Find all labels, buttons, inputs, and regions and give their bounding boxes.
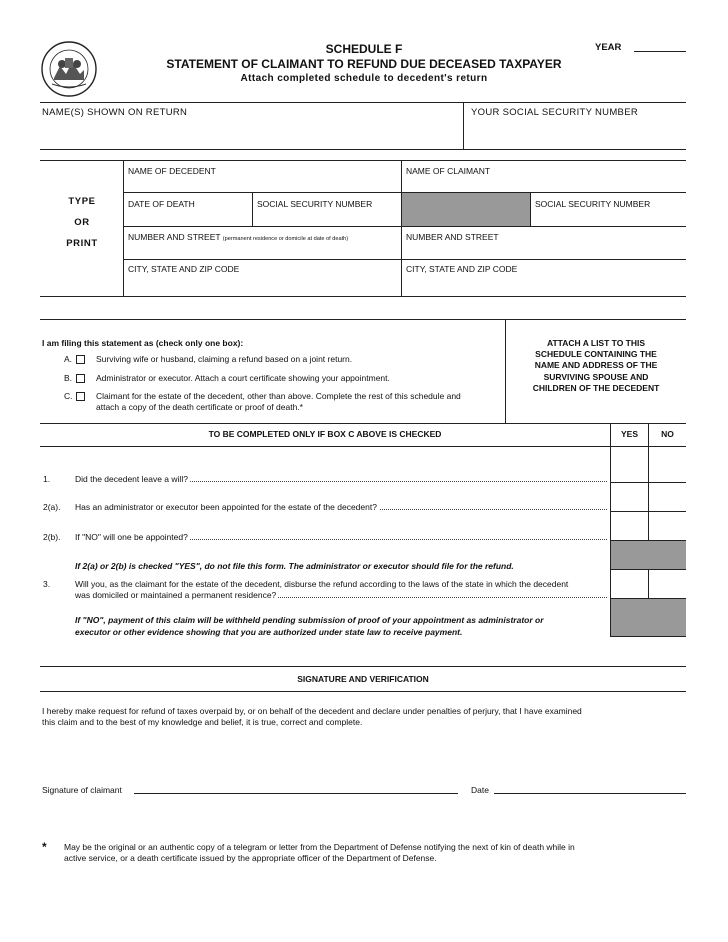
attach-note xyxy=(506,338,686,394)
note-2a-2b: If 2(a) or 2(b) is checked "YES", do not file this form. The administrator or executor should file for the refund. xyxy=(75,561,514,571)
decedent-name-field[interactable] xyxy=(124,177,400,191)
date-of-death-field[interactable] xyxy=(124,210,251,225)
signature-label: Signature of claimant xyxy=(42,785,122,795)
claimant-ssn-field[interactable] xyxy=(531,210,686,225)
q3-text-1: Will you, as the claimant for the estate of the decedent, disburse the refund according to the laws of the state in which the decedent xyxy=(75,579,569,589)
q2a-number: 2(a). xyxy=(43,502,61,512)
q2a-no-box[interactable] xyxy=(649,483,686,511)
shaded-cell xyxy=(402,193,530,226)
rule xyxy=(40,666,686,667)
no-header: NO xyxy=(661,429,674,439)
q2b-no-box[interactable] xyxy=(649,512,686,540)
footnote-text-2: active service, or a death certificate issued by the appropriate officer of the Department of Defense. xyxy=(64,853,437,863)
names-label: NAME(S) SHOWN ON RETURN xyxy=(42,107,188,118)
footnote-text-1: May be the original or an authentic copy of a telegram or letter from the Department of Defense notifying the next of kin of death while in xyxy=(64,842,575,852)
decedent-street-label xyxy=(128,232,348,242)
q1-text: Did the decedent leave a will? xyxy=(75,474,188,484)
rule xyxy=(40,296,686,297)
option-c-text-2: attach a copy of the death certificate or proof of death.* xyxy=(96,402,303,412)
q1-no-box[interactable] xyxy=(649,447,686,482)
q3-no-box[interactable] xyxy=(649,570,686,598)
q3-yes-box[interactable] xyxy=(611,570,648,598)
claimant-ssn-label: SOCIAL SECURITY NUMBER xyxy=(535,199,651,209)
rule xyxy=(40,446,686,447)
note-3-line1: If "NO", payment of this claim will be withheld pending submission of proof of your appointment as administrator or xyxy=(75,615,544,625)
rule xyxy=(40,149,686,150)
rule xyxy=(610,636,686,637)
shaded-cell xyxy=(611,599,686,636)
form-title: STATEMENT OF CLAIMANT TO REFUND DUE DECEASED TAXPAYER xyxy=(166,57,562,71)
option-c-checkbox[interactable] xyxy=(76,392,85,401)
rule xyxy=(40,160,686,161)
signature-heading: SIGNATURE AND VERIFICATION xyxy=(297,674,429,684)
schedule-label: SCHEDULE F xyxy=(325,42,403,56)
rule xyxy=(123,259,686,260)
form-subtitle: Attach completed schedule to decedent's return xyxy=(240,73,488,84)
option-b-checkbox[interactable] xyxy=(76,374,85,383)
year-field[interactable] xyxy=(634,51,686,52)
attach-note-line: NAME AND ADDRESS OF THE xyxy=(534,360,658,371)
rule xyxy=(40,691,686,692)
verification-text-2: this claim and to the best of my knowledge and belief, it is true, correct and complete. xyxy=(42,717,363,727)
print-label: PRINT xyxy=(66,238,98,249)
date-label: Date xyxy=(471,785,489,795)
attach-note-line: CHILDREN OF THE DECEDENT xyxy=(532,382,660,393)
option-a-text: Surviving wife or husband, claiming a refund based on a joint return. xyxy=(96,354,353,364)
rule xyxy=(40,423,686,424)
claimant-city-field[interactable] xyxy=(402,275,686,295)
names-field[interactable] xyxy=(40,120,463,148)
attach-note-line: ATTACH A LIST TO THIS xyxy=(546,338,646,348)
attach-note-line: SURVIVING SPOUSE AND xyxy=(543,371,649,382)
q2b-text: If "NO" will one be appointed? xyxy=(75,532,188,542)
claimant-name-label: NAME OF CLAIMANT xyxy=(406,166,491,176)
date-of-death-label: DATE OF DEATH xyxy=(128,199,195,209)
option-b-letter: B. xyxy=(64,373,73,383)
q2a-text: Has an administrator or executor been appointed for the estate of the decedent? xyxy=(75,502,377,512)
option-b-text: Administrator or executor. Attach a court certificate showing your appointment. xyxy=(96,373,390,383)
decedent-ssn-label: SOCIAL SECURITY NUMBER xyxy=(257,199,373,209)
q2b-yes-box[interactable] xyxy=(611,512,648,540)
shaded-cell xyxy=(611,541,686,569)
decedent-ssn-field[interactable] xyxy=(253,210,400,225)
yes-header: YES xyxy=(620,429,638,439)
claimant-street-label: NUMBER AND STREET xyxy=(406,232,499,242)
q3-number: 3. xyxy=(43,579,51,589)
claimant-street-field[interactable] xyxy=(402,243,686,258)
rule xyxy=(123,226,686,227)
decedent-street-text: NUMBER AND STREET xyxy=(128,232,221,242)
claimant-city-label: CITY, STATE AND ZIP CODE xyxy=(406,264,518,274)
decedent-street-note: (permanent residence or domicile at date of death) xyxy=(222,236,349,242)
q1-yes-box[interactable] xyxy=(611,447,648,482)
or-label: OR xyxy=(74,217,90,228)
date-field[interactable] xyxy=(494,778,686,794)
rule xyxy=(40,319,686,320)
decedent-city-label: CITY, STATE AND ZIP CODE xyxy=(128,264,240,274)
year-label: YEAR xyxy=(595,42,622,53)
rule xyxy=(40,102,686,103)
ssn-field[interactable] xyxy=(464,120,686,148)
option-a-letter: A. xyxy=(64,354,73,364)
decedent-name-label: NAME OF DECEDENT xyxy=(128,166,216,176)
decedent-city-field[interactable] xyxy=(124,275,400,295)
q3-text-2: was domiciled or maintained a permanent residence? xyxy=(75,590,277,600)
q2a-yes-box[interactable] xyxy=(611,483,648,511)
attach-note-line: SCHEDULE CONTAINING THE xyxy=(535,349,657,360)
note-3-line2: executor or other evidence showing that you are authorized under state law to receive payment. xyxy=(75,627,463,637)
claimant-name-field[interactable] xyxy=(402,177,686,191)
signature-field[interactable] xyxy=(134,778,458,794)
footnote-asterisk: * xyxy=(42,840,47,854)
option-c-text: Claimant for the estate of the decedent, other than above. Complete the rest of this schedule and xyxy=(96,391,461,401)
filing-intro: I am filing this statement as (check only one box): xyxy=(42,338,244,348)
section-c-heading: TO BE COMPLETED ONLY IF BOX C ABOVE IS CHECKED xyxy=(208,429,442,439)
verification-text-1: I hereby make request for refund of taxes overpaid by, or on behalf of the decedent and declare under penalties of perjury, that I have examined xyxy=(42,706,582,716)
q2b-number: 2(b). xyxy=(43,532,61,542)
option-a-checkbox[interactable] xyxy=(76,355,85,364)
type-label: TYPE xyxy=(68,196,96,207)
seal-lettering: STATE OF WEST VIRGINIA xyxy=(50,100,88,104)
ssn-label: YOUR SOCIAL SECURITY NUMBER xyxy=(471,107,638,118)
decedent-street-field[interactable] xyxy=(124,243,400,258)
q1-number: 1. xyxy=(43,474,51,484)
option-c-letter: C. xyxy=(64,391,73,401)
